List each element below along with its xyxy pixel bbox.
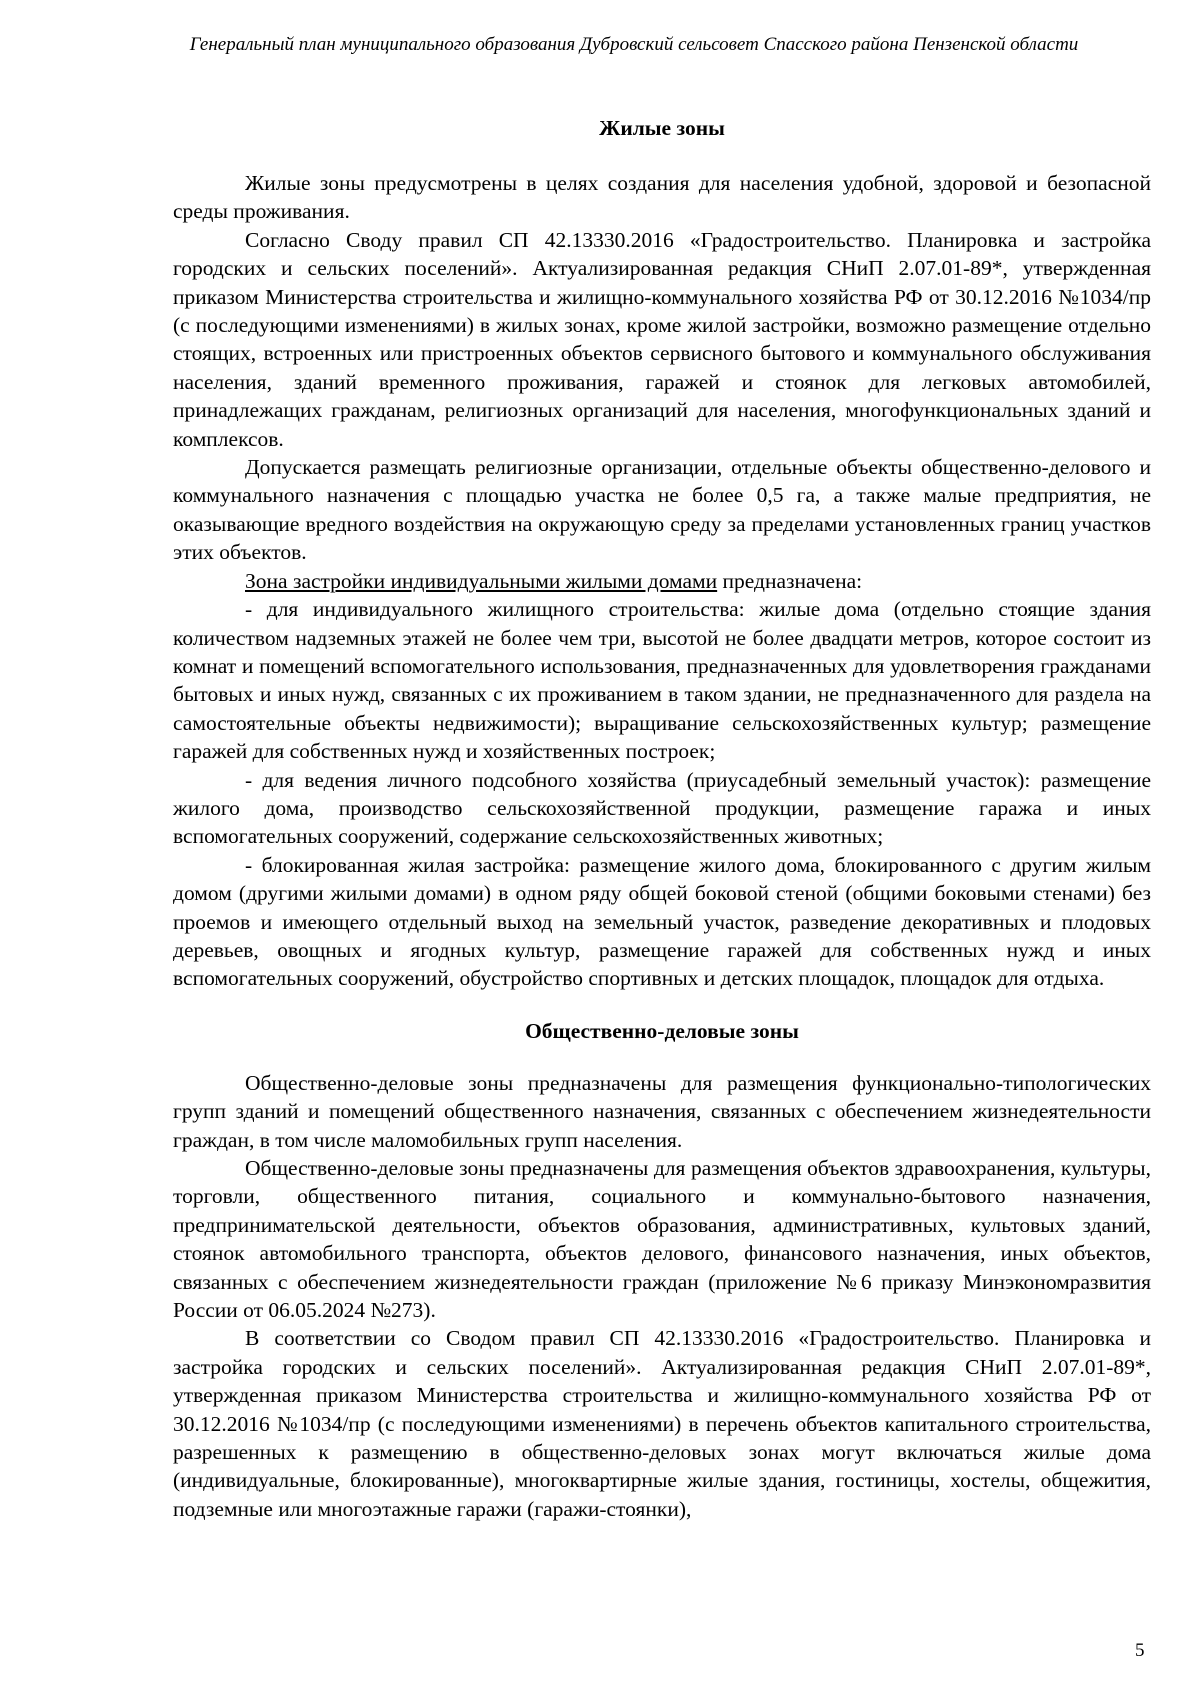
zone-intro-rest: предназначена: — [717, 568, 863, 593]
section-heading-residential: Жилые зоны — [599, 116, 725, 140]
paragraph: Согласно Своду правил СП 42.13330.2016 «Градостроительство. Планировка и застройка городских и сельских поселений». Актуализированная редакция СНиП 2.07.01-89*, утвержденная приказом Министерства строительства и жилищно-коммунального хозяйства РФ от 30.12.2016 №1034/пр (с последующими изменениями) в жилых зонах, кроме жилой застройки, возможно размещение отдельно стоящих, встроенных или пристроенных объектов сервисного бытового и коммунального обслуживания населения, зданий временного проживания, гаражей и стоянок для легковых автомобилей, принадлежащих гражданам, религиозных организаций для населения, многофункциональных зданий и комплексов. — [173, 227, 1151, 451]
zone-name-underlined: Зона застройки индивидуальными жилыми домами — [245, 568, 718, 593]
paragraph: Жилые зоны предусмотрены в целях создания для населения удобной, здоровой и безопасной среды проживания. — [173, 171, 1151, 224]
document-body — [173, 114, 1151, 1523]
paragraph: Общественно-деловые зоны предназначены для размещения функционально-типологических групп зданий и помещений общественного назначения, связанных с обеспечением жизнедеятельности граждан, в том числе маломобильных групп населения. — [173, 1070, 1151, 1152]
section-heading-public-business: Общественно-деловые зоны — [525, 1018, 799, 1043]
list-item: - для индивидуального жилищного строительства: жилые дома (отдельно стоящие здания количеством надземных этажей не более чем три, высотой не более двадцати метров, которое состоит из комнат и помещений вспомогательного использования, предназначенных для удовлетворения гражданами бытовых и иных нужд, связанных с их проживанием в таком здании, не предназначенного для раздела на самостоятельные объекты недвижимости); выращивание сельскохозяйственных культур; размещение гаражей для собственных нужд и хозяйственных построек; — [173, 597, 1151, 764]
list-item: - для ведения личного подсобного хозяйства (приусадебный земельный участок): размещение жилого дома, производство сельскохозяйственной продукции, размещение гаража и иных вспомогательных сооружений, содержание сельскохозяйственных животных; — [173, 767, 1151, 849]
zone-intro-paragraph — [173, 567, 1151, 595]
paragraph: В соответствии со Сводом правил СП 42.13330.2016 «Градостроительство. Планировка и застройка городских и сельских поселений». Актуализированная редакция СНиП 2.07.01-89*, утвержденная приказом Министерства строительства и жилищно-коммунального хозяйства РФ от 30.12.2016 №1034/пр (с последующими изменениями) в перечень объектов капитального строительства, разрешенных к размещению в общественно-деловых зонах могут включаться жилые дома (индивидуальные, блокированные), многоквартирные жилые здания, гостиницы, хостелы, общежития, подземные или многоэтажные гаражи (гаражи-стоянки), — [173, 1326, 1151, 1521]
page-number: 5 — [1135, 1640, 1145, 1661]
running-header: Генеральный план муниципального образования Дубровский сельсовет Спасского района Пензенской области — [189, 34, 1079, 55]
paragraph: Допускается размещать религиозные организации, отдельные объекты общественно-делового и коммунального назначения с площадью участка не более 0,5 га, а также малые предприятия, не оказывающие вредного воздействия на окружающую среду за пределами установленных границ участков этих объектов. — [173, 455, 1151, 565]
list-item: - блокированная жилая застройка: размещение жилого дома, блокированного с другим жилым домом (другими жилыми домами) в одном ряду общей боковой стеной (общими боковыми стенами) без проемов и имеющего отдельный выход на земельный участок, разведение декоративных и плодовых деревьев, овощных и ягодных культур, размещение гаражей для собственных нужд и иных вспомогательных сооружений, обустройство спортивных и детских площадок, площадок для отдыха. — [173, 852, 1151, 991]
paragraph: Общественно-деловые зоны предназначены для размещения объектов здравоохранения, культуры, торговли, общественного питания, социального и коммунально-бытового назначения, предпринимательской деятельности, объектов образования, административных, культовых зданий, стоянок автомобильного транспорта, объектов делового, финансового назначения, иных объектов, связанных с обеспечением жизнедеятельности граждан (приложение №6 приказу Минэкономразвития России от 06.05.2024 №273). — [173, 1156, 1151, 1323]
